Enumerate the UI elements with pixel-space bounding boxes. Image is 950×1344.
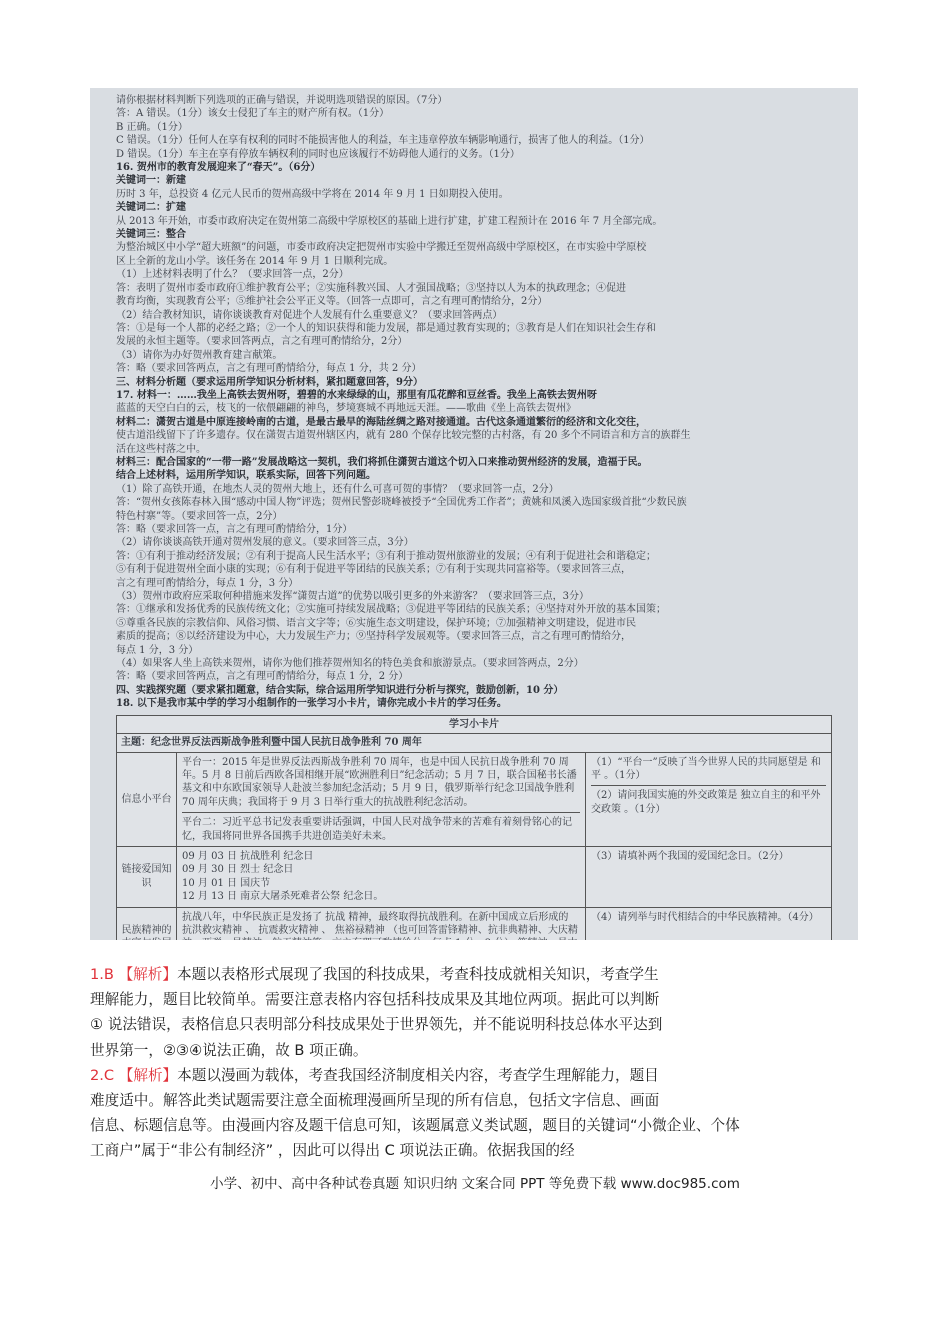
exam-line: 言之有理可酌情给分，每点 1 分，3 分） [116,577,299,589]
card-row-body [177,847,586,907]
exam-line: 特色村寨”等。（要求回答一点，2分） [116,510,283,522]
analysis-line [90,962,865,987]
card-row-info [117,753,831,847]
exam-line: 17. 材料一：……我坐上高铁去贺州呀，碧碧的水来绿绿的山，那里有瓜花醉和豆丝香。我坐上高铁去贺州呀 [116,389,597,401]
exam-line: 材料二：潇贺古道是中原连接岭南的古道，是最古最早的海陆丝绸之路对接通道。古代这条通道繁衍的经济和文化交往， [116,416,646,428]
exam-line: 16. 贺州市的教育发展迎来了“春天”。（6分） [116,162,321,174]
exam-line: 素质的提高；⑧以经济建设为中心，大力发展生产力；⑨坚持科学发展观等。（要求回答三点，言之有理可酌情给分， [116,631,631,643]
memorial-day: 09 月 30 日 烈士 纪念日 [182,864,294,876]
exam-line: 三、材料分析题（要求运用所学知识分析材料，紧扣题意回答，9分） [116,376,423,388]
exam-photo-lines [116,94,832,711]
exam-line: 从 2013 年开始，市委市政府决定在贺州第二高级中学原校区的基础上进行扩建，扩建工程预计在 2016 年 7 月全部完成。 [116,215,663,227]
task-two: （2）请问我国实施的外交政策是 独立自主的和平外交政策 。（1分） [591,790,821,815]
study-card-theme: 主题：纪念世界反法西斯战争胜利暨中国人民抗日战争胜利 70 周年 [117,734,831,752]
exam-line: 请你根据材料判断下列选项的正确与错误，并说明选项错误的原因。（7分） [116,95,448,106]
memorial-day: 10 月 01 日 国庆节 [182,877,271,889]
exam-line: 18. 以下是我市某中学的学习小组制作的一张学习小卡片，请你完成小卡片的学习任务。 [116,698,507,710]
exam-line: 答：①有利于推动经济发展；②有利于提高人民生活水平；③有利于推动贺州旅游业的发展；④有利于促进社会和谐稳定； [116,550,656,562]
card-row-head: 链接爱国知识 [117,847,177,907]
memorial-day: 09 月 03 日 抗战胜利 纪念日 [182,850,314,862]
exam-line: ⑤有利于促进贺州全面小康的实现；⑥有利于促进平等团结的民族关系；⑦有利于实现共同富裕等。（要求回答三点， [116,564,631,576]
card-row-task [586,753,831,846]
analysis-text: 本题以漫画为载体，考查我国经济制度相关内容，考查学生理解能力，题目 [177,1066,659,1084]
study-card-title: 学习小卡片 [117,716,831,734]
exam-photo [90,88,858,940]
analysis-line [90,1063,865,1088]
analysis-line: 难度适中。解答此类试题需要注意全面梳理漫画所呈现的所有信息，包括文字信息、画面 [90,1092,660,1110]
analysis-line: 工商户”属于“非公有制经济” ，因此可以得出 C 项说法正确。依据我国的经 [90,1142,575,1160]
question-number: 2.C [90,1066,115,1084]
exam-line: 区上全新的龙山小学。该任务在 2014 年 9 月 1 日顺利完成。 [116,255,394,267]
exam-line: 历时 3 年，总投资 4 亿元人民币的贺州高级中学将在 2014 年 9 月 1 日如期投入使用。 [116,188,509,200]
memorial-day: 12 月 13 日 南京大屠杀死难者公祭 纪念日。 [182,891,384,903]
exam-line: 每点 1 分，3 分） [116,644,199,656]
platform-one: 平台一：2015 年是世界反法西斯战争胜利 70 周年，也是中国人民抗日战争胜利 70 周年。5 月 8 日前后西欧各国相继开展“欧洲胜利日”纪念活动；5 月 7 日，联合国秘书长潘基文和中东欧国家领导人赴波兰参加纪念活动；5 月 9 日，俄罗斯举行纪念卫国战争胜利 70 周年庆典；我国将于 9 月 3 日举行重大的抗战胜利纪念活动。 [182,756,580,814]
analysis-tag: 【解析】 [118,966,177,983]
exam-line: （3）贺州市政府应采取何种措施来发挥“潇贺古道”的优势以吸引更多的外来游客？（要求回答三点，3分） [116,591,589,603]
platform-two: 平台二：习近平总书记发表重要讲话强调，中国人民对战争带来的苦难有着刻骨铭心的记忆，我国将同世界各国携手共进创造美好未来。 [182,817,572,842]
card-row-head: 民族精神的 [117,908,177,940]
exam-line: 为整治城区中小学“超大班额”的问题，市委市政府决定把贺州市实验中学搬迁至贺州高级中学原校区，在市实验中学原校 [116,242,647,254]
exam-line: 教育均衡，实现教育公平；⑤维护社会公平正义等。（回答一点即可，言之有理可酌情给分，2分） [116,296,548,308]
exam-line: （1）上述材料表明了什么？（要求回答一点，2分） [116,269,349,281]
question-number: 1.B [90,966,114,983]
analysis-line: 信息、标题信息等。由漫画内容及题干信息可知，该题属意义类试题，题目的关键词“小微企业、个体 [90,1117,740,1135]
exam-line: B 正确。（1分） [116,121,188,133]
exam-line: 答：略（要求回答一点，言之有理可酌情给分，1分） [116,524,353,535]
card-row-body [177,753,586,846]
exam-line: 关键词二：扩建 [116,202,186,214]
exam-line: 答：①是每一个人都的必经之路；②一个人的知识获得和能力发展，都是通过教育实现的；③教育是人们在知识社会生存和 [116,322,656,334]
exam-line: 答：“贺州女孩陈春林入围“感动中国人物”评选；贺州民警彭晓峰被授予“全国优秀工作者”；黄姚和凤溪入选国家级首批“少数民族 [116,497,687,509]
card-row-spirit [117,908,831,940]
page-footer: 小学、初中、高中各种试卷真题 知识归纳 文案合同 PPT 等免费下载 www.doc985.com [210,1176,740,1192]
analysis-line: ① 说法错误，表格信息只表明部分科技成果处于世界领先，并不能说明科技总体水平达到 [90,1016,663,1034]
exam-line: 关键词一：新建 [116,175,186,187]
exam-line: 答：表明了贺州市委市政府①维护教育公平；②实施科教兴国、人才强国战略；③坚持以人为本的执政理念；④促进 [116,282,626,294]
exam-line: 发展的永恒主题等。（要求回答两点，言之有理可酌情给分，2分） [116,336,408,348]
exam-line: 结合上述材料，运用所学知识，联系实际，回答下列问题。 [116,470,376,482]
exam-line: ⑤尊重各民族的宗教信仰、风俗习惯、语言文字等；⑥实施生态文明建设，保护环境；⑦加强精神文明建设，促进市民 [116,617,636,629]
analysis-tag: 【解析】 [118,1066,178,1084]
card-row-head: 信息小平台 [117,753,177,846]
exam-line: 四、实践探究题（要求紧扣题意，结合实际，综合运用所学知识进行分析与探究，鼓励创新，10 分） [116,684,564,696]
exam-line: 蓝蓝的天空白白的云，枝飞的一依偎翩翩的神鸟，梦境赛城不再地远天涯。——歌曲《坐上高铁去贺州》 [116,403,576,415]
exam-line: C 错误。（1分）任何人在享有权利的同时不能损害他人的利益，车主违章停放车辆影响通行，损害了他人的利益。（1分） [116,135,650,147]
analysis-text: 本题以表格形式展现了我国的科技成果，考查科技成就相关知识，考查学生 [176,966,659,983]
analysis-line: 理解能力，题目比较简单。需要注意表格内容包括科技成果及其地位两项。据此可以判断 [90,991,660,1009]
exam-line: 材料三：配合国家的“一带一路”发展战略这一契机，我们将抓住潇贺古道这个切入口来推动贺州经济的发展，造福于民。 [116,456,648,468]
exam-line: （3）请你为办好贺州教育建言献策。 [116,349,283,361]
card-row-patriotic [117,847,831,908]
exam-line: （2）结合教材知识，请你谈谈教育对促进个人发展有什么重要意义？（要求回答两点） [116,309,503,321]
exam-line: 活在这些村落之中。 [116,443,206,455]
exam-line: 答：①继承和发扬优秀的民族传统文化；②实施可持续发展战略；③促进平等团结的民族关系；④坚持对外开放的基本国策； [116,604,666,616]
task-four: （4）请列举与时代相结合的中华民族精神。（4分） [591,911,819,923]
exam-line: 关键词三：整合 [116,229,186,241]
exam-line: （4）如果客人坐上高铁来贺州，请你为他们推荐贺州知名的特色美食和旅游景点。（要求回答两点，2分） [116,658,584,670]
exam-line: （2）请你谈谈高铁开通对贺州发展的意义。（要求回答三点，3分） [116,537,414,549]
exam-line: 答：略（要求回答两点，言之有理可酌情给分，每点 1 分，2 分） [116,671,409,683]
exam-line: 答：略（要求回答两点，言之有理可酌情给分，每点 1 分，共 2 分） [116,363,422,375]
exam-photo-text [90,88,858,940]
task-three: （3）请填补两个我国的爱国纪念日。（2分） [591,850,789,862]
card-row-body: 抗战八年，中华民族正是发扬了 抗战 精神，最终取得抗战胜利。在新中国成立后形成的 抗洪救灾精神 、 抗震救灾精神 、 焦裕禄精神 （也可回答雷锋精神、抗非典精神、大庆精 [177,908,586,940]
task-one: （1）“平台一”反映了当今世界人民的共同愿望是 和平 。（1分） [591,756,826,787]
answer-analysis [90,962,865,1164]
exam-line: （1）除了高铁开通，在地杰人灵的贺州大地上，还有什么可喜可贺的事情？（要求回答一点，2分） [116,483,559,495]
exam-line: 使古道沿线留下了许多遗存。仅在潇贺古道贺州辖区内，就有 280 个保存比较完整的古村落，有 20 多个不同语言和方言的族群生 [116,430,691,442]
exam-line: D 错误。（1分）车主在享有停放车辆权利的同时也应该履行不妨碍他人通行的义务。（1分） [116,148,520,160]
analysis-line: 世界第一，②③④说法正确，故 B 项正确。 [90,1041,368,1059]
exam-line: 答：A 错误。（1分）该女士侵犯了车主的财产所有权。（1分） [116,108,390,120]
study-card [116,715,832,940]
